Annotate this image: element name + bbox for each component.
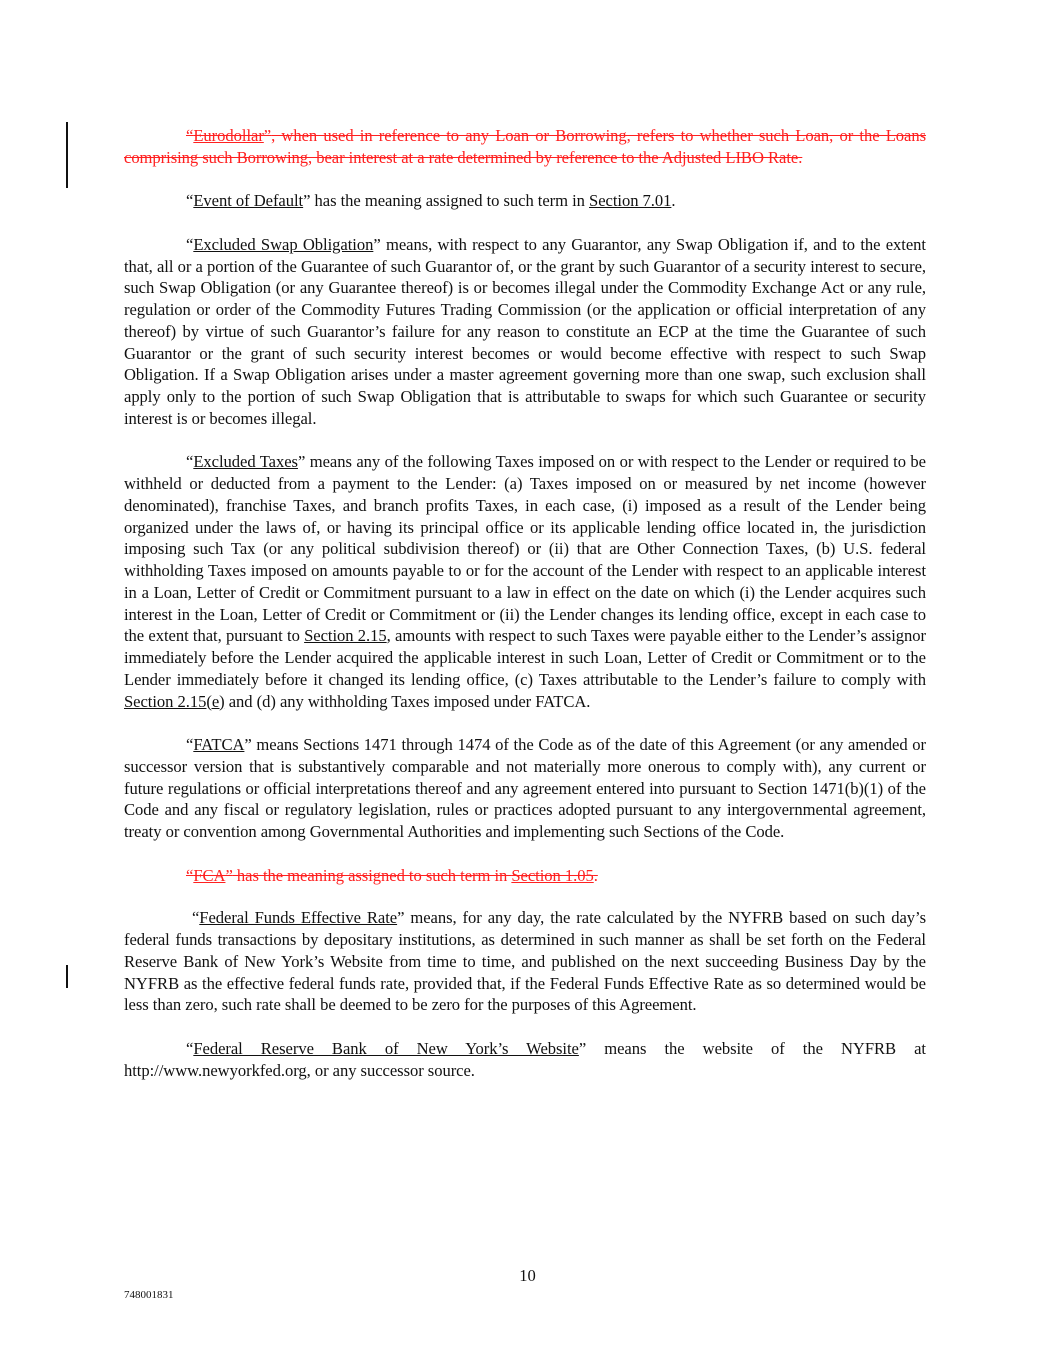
definition-body: and (d) any withholding Taxes imposed under FATCA.: [224, 691, 591, 711]
defined-term: Excluded Swap Obligation: [193, 234, 374, 254]
definition-body-end: .: [671, 191, 676, 211]
open-quote: “: [186, 865, 194, 885]
defined-term: Eurodollar: [193, 126, 264, 145]
close-quote: ”: [263, 126, 272, 145]
document-id: 748001831: [124, 1289, 174, 1301]
close-quote: ”: [244, 735, 252, 754]
definition-body: means, for any day, the rate calculated by the NYFRB based on such day’s federal funds transactions by depositary institutions, as determined in such manner as shall be set forth on the Federal Reserve Bank of New York’s Website from time to time, and published on the next succeeding Business Day by the NYFRB as the effective federal funds rate, provided that, if the Federal Funds Effective Rate as so determined would be less than zero, such rate shall be deemed to be zero for the purposes of this Agreement.: [124, 908, 926, 1015]
defined-term: Federal Reserve Bank of New York’s Website: [193, 1038, 579, 1058]
definition-body: , when used in reference to any Loan or Borrowing, refers to whether such Loan, or the Loans comprising such Borrowing, bear interest at a rate determined by reference to the Adjusted LIBO Rate.: [124, 126, 926, 167]
definition-body: has the meaning assigned to such term in: [232, 865, 512, 885]
definition-event-of-default: [124, 190, 926, 212]
definition-body: has the meaning assigned to such term in: [310, 191, 590, 211]
definition-body: means the website of the NYFRB at http://www.newyorkfed.org, or any successor source.: [124, 1038, 926, 1080]
section-reference: Section 2.15(e): [124, 691, 225, 711]
definition-eurodollar-deleted: [124, 125, 926, 169]
close-quote: ”: [578, 1038, 587, 1058]
open-quote: “: [186, 191, 194, 211]
change-bar: [66, 122, 68, 188]
definition-body: means Sections 1471 through 1474 of the Code as of the date of this Agreement (or any amended or successor version that is substantively comparable and not materially more onerous to comply with), any current or future regulations or official interpretations thereof and any agreement entered into pursuant to Section 1471(b)(1) of the Code and any fiscal or regulatory legislation, rules or practices adopted pursuant to any intergovernmental agreement, treaty or convention among Governmental Authorities and implementing such Sections of the Code.: [124, 735, 926, 841]
document-page: [124, 125, 926, 1103]
definition-frbny-website: [124, 1038, 926, 1082]
open-quote: “: [186, 908, 200, 928]
close-quote: ”: [303, 191, 311, 211]
definition-fatca: [124, 734, 926, 843]
open-quote: “: [186, 126, 194, 145]
definition-excluded-taxes: [124, 451, 926, 712]
definition-excluded-swap-obligation: [124, 234, 926, 430]
open-quote: “: [186, 1038, 194, 1058]
defined-term: Excluded Taxes: [193, 452, 298, 472]
open-quote: “: [186, 234, 194, 254]
definition-body: means any of the following Taxes imposed on or with respect to the Lender or required to be withheld or deducted from a payment to the Lender: (a) Taxes imposed on or measured by net income (however denominated), franchise Taxes, and branch profits Taxes, in each case, (i) imposed as a result of the Lender being organized under the laws of, or having its principal office or its applicable lending office located in, the jurisdiction imposing such Tax (or any political subdivision thereof) or (ii) that are Other Connection Taxes, (b) U.S. federal withholding Taxes imposed on amounts payable to or for the account of the Lender with respect to an applicable interest in a Loan, Letter of Credit or Commitment pursuant to a law in effect on the date on which (i) the Lender acquires such interest in the Loan, Letter of Credit or Commitment or (ii) the Lender changes its lending office, except in each case to the extent that, pursuant to: [124, 452, 926, 646]
defined-term: Event of Default: [193, 191, 304, 211]
section-reference: Section 2.15: [304, 626, 387, 646]
defined-term: FATCA: [193, 735, 245, 754]
open-quote: “: [186, 735, 194, 754]
page-number: 10: [519, 1266, 536, 1285]
definition-body-end: .: [593, 865, 598, 885]
definition-body: , amounts with respect to such Taxes were payable either to the Lender’s assignor immediately before the Lender acquired the applicable interest in such Loan, Letter of Credit or Commitment or to the Lender immediately before it changed its lending office, (c) Taxes attributable to the Lender’s failure to comply with: [124, 626, 926, 689]
definition-federal-funds-effective-rate: [124, 907, 926, 1016]
defined-term: FCA: [193, 865, 226, 885]
close-quote: ”: [373, 234, 381, 254]
close-quote: ”: [297, 452, 306, 472]
change-bar: [66, 965, 68, 988]
open-quote: “: [186, 452, 194, 472]
close-quote: ”: [397, 908, 405, 928]
close-quote: ”: [225, 865, 233, 885]
defined-term: Federal Funds Effective Rate: [199, 908, 398, 928]
definition-fca-deleted: [124, 865, 926, 887]
section-reference: Section 1.05: [511, 865, 594, 885]
section-reference: Section 7.01: [589, 191, 672, 211]
definition-body: means, with respect to any Guarantor, any Swap Obligation if, and to the extent that, all or a portion of the Guarantee of such Guarantor of, or the grant by such Guarantor of a security interest to secure, such Swap Obligation (or any Guarantee thereof) is or becomes illegal under the Commodity Exchange Act or any rule, regulation or order of the Commodity Futures Trading Commission (or the application or official interpretation of any thereof) by virtue of such Guarantor’s failure for any reason to constitute an ECP at the time the Guarantee of such Guarantor or the grant of such security interest becomes or would become effective with respect to such Swap Obligation. If a Swap Obligation arises under a master agreement governing more than one swap, such exclusion shall apply only to the portion of such Swap Obligation that is attributable to swaps for which such Guarantee or security interest is or becomes illegal.: [124, 234, 926, 428]
